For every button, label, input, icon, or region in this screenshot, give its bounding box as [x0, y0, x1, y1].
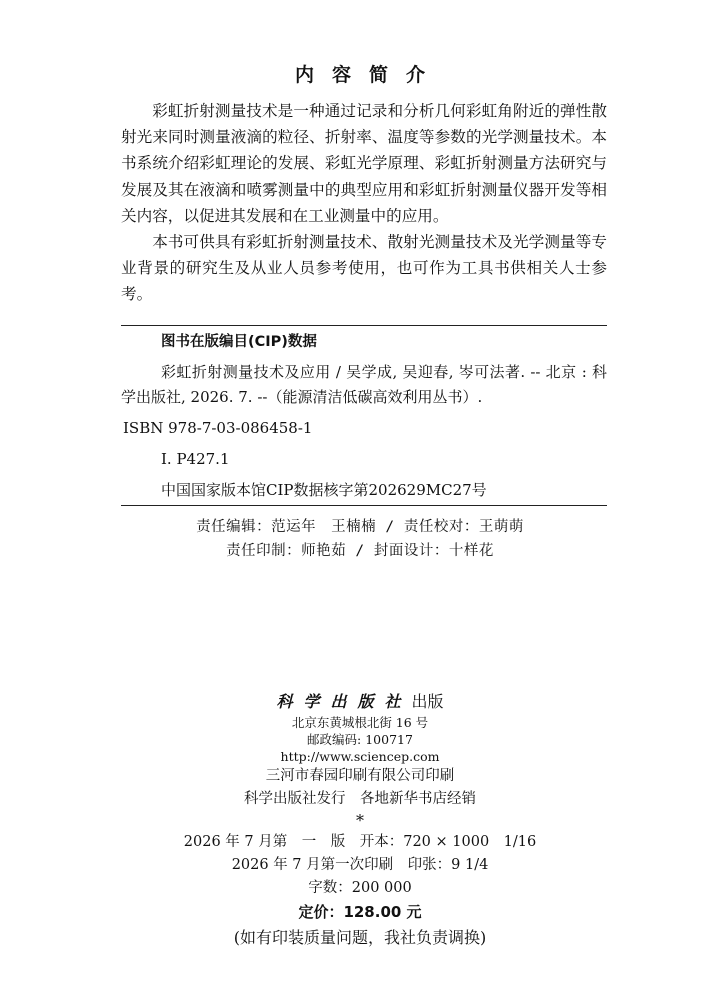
- printing-info: 2026 年 7 月第一次印刷 印张：9 1/4: [231, 857, 489, 873]
- cip-description: 彩虹折射测量技术及应用 / 吴学成, 吴迎春, 岑可法著. -- 北京 : 科学出版社, 2026. 7. --（能源清洁低碳高效利用丛书）.: [121, 363, 607, 406]
- cip-isbn: ISBN 978-7-03-086458-1: [123, 419, 313, 437]
- publisher-suffix: 出版: [411, 692, 444, 711]
- cip-classification: Ⅰ. P427.1: [161, 450, 230, 468]
- section-title: [0, 60, 720, 87]
- staff-line: 责任印制：师艳茹 / 封面设计：十样花: [226, 543, 494, 559]
- intro-body: [121, 98, 607, 308]
- intro-paragraph: 彩虹折射测量技术是一种通过记录和分析几何彩虹角附近的弹性散射光来同时测量液滴的粒径、折射率、温度等参数的光学测量技术。本书系统介绍彩虹理论的发展、彩虹光学原理、彩虹折射测量方法研究与发展及其在液滴和喷雾测量中的典型应用和彩虹折射测量仪器开发等相关内容，以促进其发展和在工业测量中的应用。: [121, 102, 607, 225]
- distribution: 科学出版社发行 各地新华书店经销: [244, 791, 476, 807]
- quality-note: (如有印装质量问题，我社负责调换): [233, 928, 487, 947]
- cip-block: [121, 330, 607, 503]
- word-count: 字数：200 000: [308, 880, 412, 896]
- publisher-postcode: 邮政编码: 100717: [307, 732, 413, 747]
- publisher-logo: 科学出版社: [276, 692, 412, 711]
- staff-credits: [0, 515, 720, 563]
- cip-title: 图书在版编目(CIP)数据: [161, 334, 317, 350]
- publisher-address: 北京东黄城根北街 16 号: [291, 715, 429, 730]
- intro-paragraph: 本书可供具有彩虹折射测量技术、散射光测量技术及光学测量等专业背景的研究生及从业人员参考使用，也可作为工具书供相关人士参考。: [121, 233, 607, 304]
- title-char: 容: [331, 64, 351, 86]
- publisher-name: [0, 690, 720, 714]
- publisher-info: [0, 690, 720, 952]
- publisher-website: http://www.sciencep.com: [280, 749, 440, 764]
- edition-info: 2026 年 7 月第 一 版 开本：720 × 1000 1/16: [183, 834, 537, 850]
- title-char: 简: [369, 64, 389, 86]
- staff-line: 责任编辑：范运年 王楠楠 / 责任校对：王萌萌: [196, 519, 524, 535]
- title-char: 介: [406, 64, 426, 86]
- cip-number: 中国国家版本馆CIP数据核字第202629MC27号: [161, 481, 487, 499]
- title-char: 内: [294, 64, 314, 86]
- printer: 三河市春园印刷有限公司印刷: [265, 768, 455, 784]
- divider-bottom: [121, 505, 607, 506]
- price: 定价：128.00 元: [298, 903, 422, 921]
- divider-top: [121, 325, 607, 326]
- separator-star: *: [356, 811, 364, 830]
